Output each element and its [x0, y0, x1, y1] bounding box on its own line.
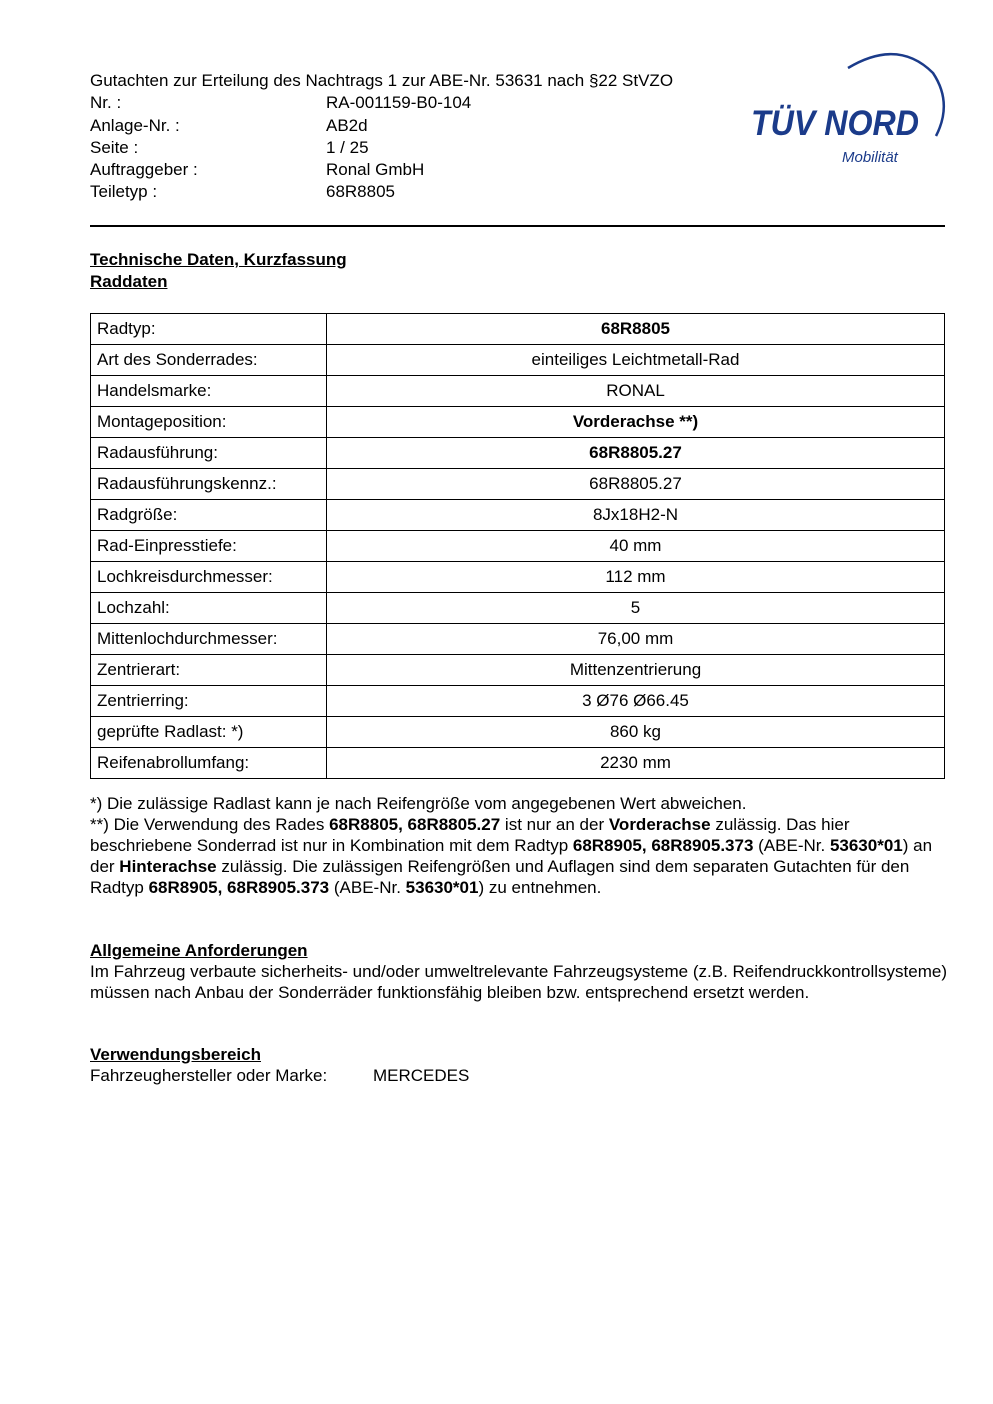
footnote-text: **) Die Verwendung des Rades — [90, 815, 330, 834]
footnote-bold: 53630*01 — [405, 878, 479, 897]
wheel-data-table — [90, 313, 945, 779]
section-subtitle: Raddaten — [90, 272, 168, 291]
footnote-text: zulässig. Das hier beschriebene Sonderrad ist nur in Kombination mit dem Radtyp — [90, 815, 850, 855]
header-field-value: RA-001159-B0-104 — [326, 93, 472, 113]
footnote-text: ) zu entnehmen. — [478, 878, 602, 897]
header-field-label: Auftraggeber : — [90, 160, 198, 180]
footnote-bold: 68R8905, 68R8905.373 — [572, 836, 754, 855]
section-body: Im Fahrzeug verbaute sicherheits- und/oder umweltrelevante Fahrzeugsysteme (z.B. Reifendruckkontrollsysteme) müssen nach Anbau der Sonderräder funktionsfähig bleiben bzw. entsprechend ersetzt werden. — [90, 962, 947, 1002]
table-row — [91, 314, 945, 345]
header-field-label: Nr. : — [90, 93, 122, 113]
table-row — [91, 655, 945, 686]
section-usage-range — [90, 1044, 950, 1086]
table-row — [91, 748, 945, 779]
header-field-label: Anlage-Nr. : — [90, 115, 180, 135]
table-key: Zentrierring: — [91, 686, 327, 717]
header-field-value: AB2d — [326, 115, 368, 135]
table-value: 860 kg — [327, 717, 945, 748]
table-row — [91, 593, 945, 624]
table-value: 2230 mm — [327, 748, 945, 779]
table-row — [91, 407, 945, 438]
footnote-usage — [90, 814, 950, 898]
footnote-text: ist nur an der — [500, 815, 609, 834]
table-key: Lochkreisdurchmesser: — [91, 562, 327, 593]
document-header — [90, 70, 740, 204]
footnote-radlast: *) Die zulässige Radlast kann je nach Reifengröße vom angegebenen Wert abweichen. — [90, 794, 747, 813]
table-row — [91, 531, 945, 562]
table-value: 76,00 mm — [327, 624, 945, 655]
footnote-bold: 68R8905, 68R8905.373 — [148, 878, 330, 897]
table-value: einteiliges Leichtmetall-Rad — [327, 345, 945, 376]
table-row — [91, 562, 945, 593]
table-value: 5 — [327, 593, 945, 624]
footnote-bold: 53630*01 — [829, 836, 903, 855]
table-value: 3 Ø76 Ø66.45 — [327, 686, 945, 717]
header-field-label: Teiletyp : — [90, 182, 158, 202]
table-key: Radausführungskennz.: — [91, 469, 327, 500]
table-value: RONAL — [327, 376, 945, 407]
table-row — [91, 500, 945, 531]
table-key: Art des Sonderrades: — [91, 345, 327, 376]
table-value: Mittenzentrierung — [327, 655, 945, 686]
section-title: Technische Daten, Kurzfassung — [90, 250, 347, 269]
table-value: 68R8805.27 — [327, 438, 945, 469]
header-field — [90, 181, 740, 203]
footnote-text: zulässig. Die zulässigen Reifengrößen und Auflagen sind dem separaten Gutachten für den Radtyp — [90, 857, 910, 897]
table-key: geprüfte Radlast: *) — [91, 717, 327, 748]
table-key: Lochzahl: — [91, 593, 327, 624]
logo-sub: Mobilität — [842, 149, 898, 166]
table-value: 8Jx18H2-N — [327, 500, 945, 531]
table-key: Radausführung: — [91, 438, 327, 469]
header-field — [90, 137, 740, 159]
footnotes — [90, 793, 950, 898]
table-key: Reifenabrollumfang: — [91, 748, 327, 779]
footnote-bold: Hinterachse — [119, 857, 217, 876]
section-general-requirements — [90, 940, 950, 1003]
table-row — [91, 376, 945, 407]
manufacturer-value: MERCEDES — [373, 1066, 470, 1085]
table-row — [91, 624, 945, 655]
document-title: Gutachten zur Erteilung des Nachtrags 1 zur ABE-Nr. 53631 nach §22 StVZO — [90, 71, 674, 90]
footnote-text: (ABE-Nr. — [329, 878, 406, 897]
header-field — [90, 159, 740, 181]
table-key: Rad-Einpresstiefe: — [91, 531, 327, 562]
footnote-text: (ABE-Nr. — [753, 836, 830, 855]
table-key: Zentrierart: — [91, 655, 327, 686]
table-key: Radgröße: — [91, 500, 327, 531]
table-key: Mittenlochdurchmesser: — [91, 624, 327, 655]
table-value: Vorderachse **) — [327, 407, 945, 438]
section-title: Allgemeine Anforderungen — [90, 941, 308, 960]
table-key: Handelsmarke: — [91, 376, 327, 407]
table-value: 40 mm — [327, 531, 945, 562]
header-field — [90, 115, 740, 137]
table-row — [91, 345, 945, 376]
table-value: 68R8805.27 — [327, 469, 945, 500]
manufacturer-label: Fahrzeughersteller oder Marke: — [90, 1066, 328, 1085]
tuv-nord-logo — [748, 48, 948, 173]
header-divider — [90, 225, 945, 227]
header-field-value: 1 / 25 — [326, 137, 369, 157]
table-value: 68R8805 — [327, 314, 945, 345]
header-field-value: 68R8805 — [326, 182, 396, 202]
manufacturer-row — [90, 1065, 950, 1086]
footnote-text: ) an der — [90, 836, 933, 876]
header-field-value: Ronal GmbH — [326, 160, 425, 180]
logo-brand: TÜV NORD — [751, 104, 919, 143]
section-technical-data — [90, 249, 347, 293]
table-row — [91, 438, 945, 469]
table-row — [91, 717, 945, 748]
footnote-bold: 68R8805, 68R8805.27 — [329, 815, 501, 834]
table-row — [91, 686, 945, 717]
header-field — [90, 92, 740, 114]
section-title: Verwendungsbereich — [90, 1045, 261, 1064]
footnote-bold: Vorderachse — [608, 815, 711, 834]
table-key: Radtyp: — [91, 314, 327, 345]
table-row — [91, 469, 945, 500]
header-field-label: Seite : — [90, 137, 139, 157]
table-key: Montageposition: — [91, 407, 327, 438]
table-value: 112 mm — [327, 562, 945, 593]
